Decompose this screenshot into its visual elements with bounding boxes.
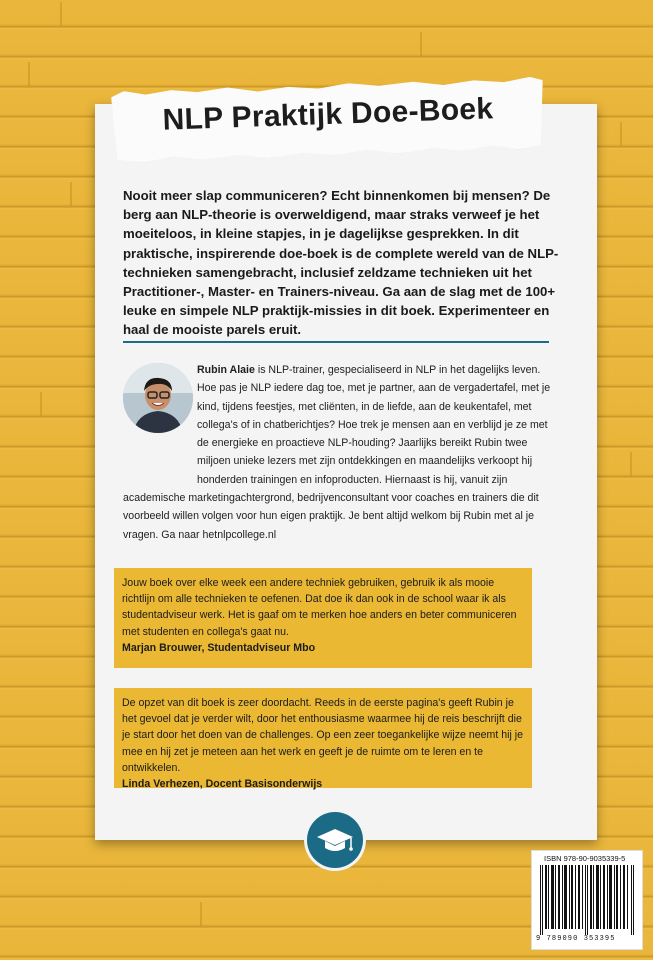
wood-joint <box>420 32 422 56</box>
testimonial-2-text: De opzet van dit boek is zeer doordacht. Reeds in de eerste pagina's geeft Rubin je het gevoel dat je verder wilt, door het enthousiasme waarmee hij de reis beschrijft die je start door het doen van de challenges. Op een zeer toegankelijke wijze neemt hij je mee en hij zet je meteen aan het werk en geeft je de ruimte om te leren en te ontwikkelen. <box>122 697 524 774</box>
testimonial-1-author: Marjan Brouwer, Studentadviseur Mbo <box>122 641 316 654</box>
barcode-digits: 9 789090 353395 <box>536 935 616 943</box>
section-divider <box>123 341 549 343</box>
isbn-barcode <box>531 850 643 950</box>
wood-joint <box>200 902 202 926</box>
testimonial-2 <box>114 688 532 791</box>
testimonial-1-text: Jouw boek over elke week een andere techniek gebruiken, gebruik ik als mooie richtlijn om alle technieken te oefenen. Dat doe ik dan ook in de school waar ik als studentadviseur werk. Het is gaaf om te merken hoe anders en beter communiceren met studenten en collega's gaat nu. <box>122 577 517 638</box>
testimonial-2-author: Linda Verhezen, Docent Basisonderwijs <box>122 778 323 791</box>
wood-joint <box>28 62 30 86</box>
intro-text: Nooit meer slap communiceren? Echt binnenkomen bij mensen? De berg aan NLP-theorie is overweldigend, maar straks verweef je het moeiteloos, in kleine stapjes, in je dagelijkse gesprekken. In dit praktische, inspirerende doe-boek is de complete wereld van de NLP-technieken samengebracht, inclusief zeldzame technieken uit het Practitioner-, Master- en Trainers-niveau. Ga aan de slag met de 100+ leuke en simpele NLP praktijk-missies in dit boek. Experimenteer en haal de mooiste parels eruit. <box>123 188 559 338</box>
wood-joint <box>40 392 42 416</box>
graduation-cap-icon <box>307 812 363 868</box>
wood-joint <box>70 182 72 206</box>
wood-joint <box>60 2 62 26</box>
graduation-cap-logo <box>307 812 363 868</box>
author-bio <box>123 361 553 544</box>
author-name: Rubin Alaie <box>197 364 255 376</box>
wood-joint <box>630 452 632 476</box>
testimonial-1 <box>114 568 532 668</box>
author-bio-text: is NLP-trainer, gespecialiseerd in NLP in het dagelijks leven. Hoe pas je NLP iedere dag toe, met je partner, aan de vergadertafel, met je kind, tijdens feestjes, met cliënten, in de liefde, aan de keukentafel, met collega's of in chatberichtjes? Hoe trek je mensen aan en verblijd je ze met de energieke en proactieve NLP-houding? Jaarlijks bereikt Rubin twee miljoen unieke lezers met zijn ontdekkingen en maandelijks verkoopt hij honderden trainingen en infoproducten. Hiernaast is hij, vanuit zijn academische marketingachtergrond, bedrijvenconsultant voor coaches en trainers die dit voorbeeld willen volgen voor hun eigen praktijk. Je bent altijd welkom bij Rubin met al je vragen. Ga naar hetnlpcollege.nl <box>123 364 551 541</box>
isbn-number: ISBN 978-90-9035339-5 <box>544 854 626 863</box>
barcode-icon <box>538 865 636 935</box>
book-title: NLP Praktijk Doe-Boek <box>162 92 494 137</box>
wood-joint <box>620 122 622 146</box>
